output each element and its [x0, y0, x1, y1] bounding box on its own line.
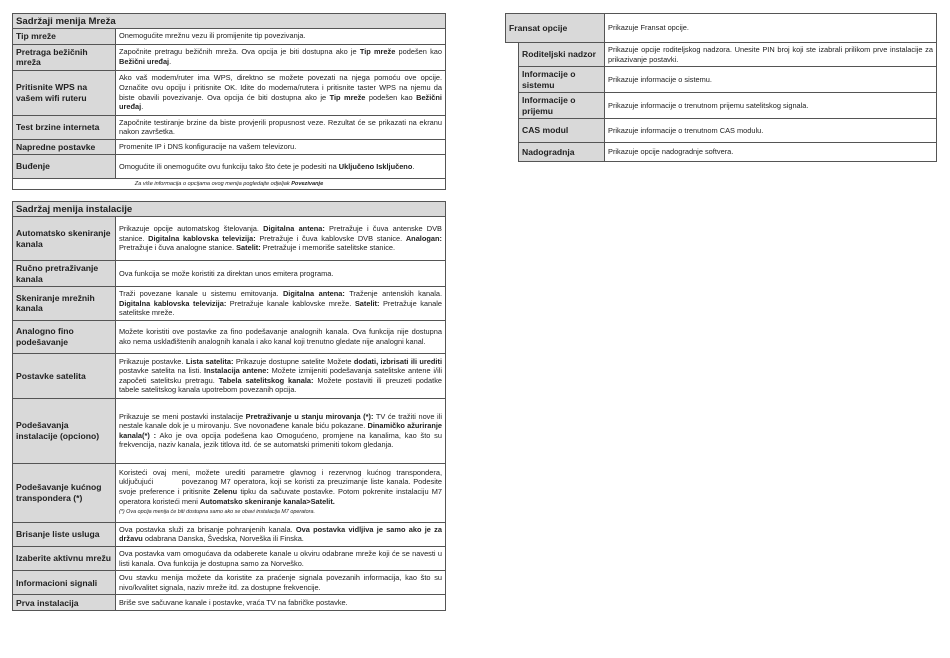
- installation-analogno-fino-podesavanje-description: Možete koristiti ove postavke za fino podešavanje analognih kanala. Ova funkcija nije dostupna ako nema usklađištenih analognih kanala i ako kanal koji trenutno gledate nije analogni kanal.: [116, 320, 446, 353]
- fransat-roditeljski-nadzor-description: Prikazuje opcije roditeljskog nadzora. Unesite PIN broj koji ste izabrali prilikom prve instalacije za prikazivanje postavki.: [605, 43, 937, 67]
- installation-informacioni-signali-label: Informacioni signali: [13, 571, 116, 595]
- network-note: Za više informacija o opcijama ovog menija pogledajte odjeljak Povezivanje: [13, 179, 446, 190]
- installation-automatsko-skeniranje-kanala-description: Prikazuje opcije automatskog štelovanja. Digitalna antena: Pretražuje i čuva antenske DVB stanice. Digitalna kablovska televizija: Pretražuje i čuva kablovske DVB stanice. Analogan: Pretražuje i čuva analogne stanice. Satelit: Pretražuje i memoriše satelitske stanice.: [116, 217, 446, 261]
- network-bu-enje-label: Buđenje: [13, 155, 116, 179]
- table-row: [506, 143, 937, 162]
- installation-podesavanja-instalacije-opciono-label: Podešavanja instalacije (opciono): [13, 398, 116, 463]
- table-row: [13, 398, 446, 463]
- table-row: [13, 287, 446, 321]
- network-bu-enje-description: Omogućite ili onemogućite ovu funkciju tako što ćete je podesiti na Uključeno Isključeno.: [116, 155, 446, 179]
- network-tip-mreze-description: Onemogućite mrežnu vezu ili promijenite tip povezivanja.: [116, 29, 446, 45]
- network-napredne-postavke-label: Napredne postavke: [13, 139, 116, 155]
- network-test-brzine-interneta-description: Započnite testiranje brzine da biste provjerili propusnost veze. Rezultat će se prikazati na ekranu nakon završetka.: [116, 115, 446, 139]
- table-row: [13, 522, 446, 546]
- table-row: [506, 67, 937, 93]
- table-row: [13, 261, 446, 287]
- table-row: [13, 320, 446, 353]
- installation-informacioni-signali-description: Ovu stavku menija možete da koristite za praćenje signala povezanih informacija, kao što su nivo/kvalitet signala, naziv mreže itd. za dostupne frekvencije.: [116, 571, 446, 595]
- table-row: [13, 29, 446, 45]
- network-pritisnite-wps-na-vasem-wifi-ruteru-label: Pritisnite WPS na vašem wifi ruteru: [13, 70, 116, 115]
- fransat-informacije-o-prijemu-description: Prikazuje informacije o trenutnom prijemu satelitskog signala.: [605, 93, 937, 119]
- network-pretraga-bezicnih-mreza-label: Pretraga bežičnih mreža: [13, 44, 116, 70]
- table-row: [506, 93, 937, 119]
- table-row: [13, 595, 446, 611]
- fransat-informacije-o-sistemu-description: Prikazuje informacije o sistemu.: [605, 67, 937, 93]
- table-row: [13, 179, 446, 190]
- installation-podesavanje-kucnog-transpondera-label: Podešavanje kućnog transpondera (*): [13, 463, 116, 522]
- table-row: [13, 217, 446, 261]
- table-row: [13, 155, 446, 179]
- installation-postavke-satelita-label: Postavke satelita: [13, 353, 116, 398]
- table-row: [506, 14, 937, 43]
- fransat-roditeljski-nadzor-label: Roditeljski nadzor: [519, 43, 605, 67]
- row-indent: [506, 119, 519, 143]
- fransat-nadogradnja-description: Prikazuje opcije nadogradnje softvera.: [605, 143, 937, 162]
- table-row: [13, 70, 446, 115]
- network-menu-title: Sadržaji menija Mreža: [13, 14, 446, 29]
- network-pritisnite-wps-na-vasem-wifi-ruteru-description: Ako vaš modem/ruter ima WPS, direktno se možete povezati na njega pomoću ove opcije. Označite ovu opciju i pritisnite OK. Idite do modema/rutera i pritisnite taster WPS na njemu da biste obavili povezivanje. Ova opcija će biti dostupna ako je Tip mreže podešen kao Bežični uređaj.: [116, 70, 446, 115]
- network-menu-table: [12, 13, 446, 190]
- fransat-informacije-o-sistemu-label: Informacije o sistemu: [519, 67, 605, 93]
- installation-izaberite-aktivnu-mrezu-label: Izaberite aktivnu mrežu: [13, 546, 116, 570]
- table-row: [506, 119, 937, 143]
- installation-brisanje-liste-usluga-description: Ova postavka služi za brisanje pohranjenih kanala. Ova postavka vidljiva je samo ako je za državu odabrana Danska, Švedska, Norveška ili Finska.: [116, 522, 446, 546]
- installation-rucno-pretrazivanje-kanala-label: Ručno pretraživanje kanala: [13, 261, 116, 287]
- network-pretraga-bezicnih-mreza-description: Započnite pretragu bežičnih mreža. Ova opcija je biti dostupna ako je Tip mreže podešen kao Bežični uređaj.: [116, 44, 446, 70]
- table-row: [13, 115, 446, 139]
- network-test-brzine-interneta-label: Test brzine interneta: [13, 115, 116, 139]
- table-row: [13, 571, 446, 595]
- installation-izaberite-aktivnu-mrezu-description: Ova postavka vam omogućava da odaberete kanale u okviru odabrane mreže koji će se navesti u listi kanala. Ova funkcija je dostupna samo za Norveško.: [116, 546, 446, 570]
- fransat-options-description: Prikazuje Fransat opcije.: [605, 14, 937, 43]
- installation-automatsko-skeniranje-kanala-label: Automatsko skeniranje kanala: [13, 217, 116, 261]
- row-indent: [506, 67, 519, 93]
- installation-analogno-fino-podesavanje-label: Analogno fino podešavanje: [13, 320, 116, 353]
- table-row: [13, 546, 446, 570]
- fransat-cas-modul-label: CAS modul: [519, 119, 605, 143]
- footnote: (*) Ova opcija menija će biti dostupna samo ako se obavi instalacija M7 operatora.: [119, 509, 315, 516]
- table-row: [13, 139, 446, 155]
- installation-menu-title: Sadržaj menija instalacije: [13, 202, 446, 217]
- fransat-options-label: Fransat opcije: [506, 14, 605, 43]
- table-row: [13, 44, 446, 70]
- installation-brisanje-liste-usluga-label: Brisanje liste usluga: [13, 522, 116, 546]
- installation-podesavanja-instalacije-opciono-description: Prikazuje se meni postavki instalacije Pretraživanje u stanju mirovanja (*): TV će tražiti nove ili nestale kanale dok je u mirovanju. Sve novonađene kanale biću pokazane. Dinamičko ažuriranje kanala(*) : Ako je ova opcija podešena kao Omogućeno, promjene na kanalima, kao što su frekvencija, naziv kanala, jezik titlova itd. će se automatski primeniti tokom gledanja.: [116, 398, 446, 463]
- installation-rucno-pretrazivanje-kanala-description: Ova funkcija se može koristiti za direktan unos emitera programa.: [116, 261, 446, 287]
- installation-menu-table: [12, 201, 446, 611]
- fransat-nadogradnja-label: Nadogradnja: [519, 143, 605, 162]
- fransat-informacije-o-prijemu-label: Informacije o prijemu: [519, 93, 605, 119]
- fransat-cas-modul-description: Prikazuje informacije o trenutnom CAS modulu.: [605, 119, 937, 143]
- row-indent: [506, 143, 519, 162]
- installation-prva-instalacija-description: Briše sve sačuvane kanale i postavke, vraća TV na fabričke postavke.: [116, 595, 446, 611]
- installation-skeniranje-mreznih-kanala-label: Skeniranje mrežnih kanala: [13, 287, 116, 321]
- table-row: [506, 43, 937, 67]
- installation-podesavanje-kucnog-transpondera-description: Koristeći ovaj meni, možete urediti parametre glavnog i rezervnog kućnog transpondera, uključujući povezanog M7 operatora, koji se koristi za preuzimanje liste kanala. Podesite svoje preference i pritisnite Zelenu tipku da sačuvate postavke. Potom pokrenite instalaciju M7 operatora koristeći meni Automatsko skeniranje kanala>Satelit. (*) Ova opcija menija će biti dostupna samo ako se obavi instalacija M7 operatora.: [116, 463, 446, 522]
- table-row: [13, 353, 446, 398]
- fransat-options-table: [505, 13, 937, 162]
- network-napredne-postavke-description: Promenite IP i DNS konfiguracije na vašem televizoru.: [116, 139, 446, 155]
- row-indent: [506, 93, 519, 119]
- network-tip-mreze-label: Tip mreže: [13, 29, 116, 45]
- row-indent: [506, 43, 519, 67]
- installation-prva-instalacija-label: Prva instalacija: [13, 595, 116, 611]
- installation-postavke-satelita-description: Prikazuje postavke. Lista satelita: Prikazuje dostupne satelite Možete dodati, izbrisati ili urediti postavke satelita na listi. Instalacija antene: Možete izmijeniti podešavanja satelitske antene i/ili započeti satelitsku pretragu. Tabela satelitskog kanala: Možete postaviti ili preuzeti podatke tabele satelitskog kanala upotrebom povezanih opcija.: [116, 353, 446, 398]
- installation-skeniranje-mreznih-kanala-description: Traži povezane kanale u sistemu emitovanja. Digitalna antena: Traženje antenskih kanala. Digitalna kablovska televizija: Pretražuje kanale kablovske mreže. Satelit: Pretražuje kanale satelitske mreže.: [116, 287, 446, 321]
- table-row: [13, 463, 446, 522]
